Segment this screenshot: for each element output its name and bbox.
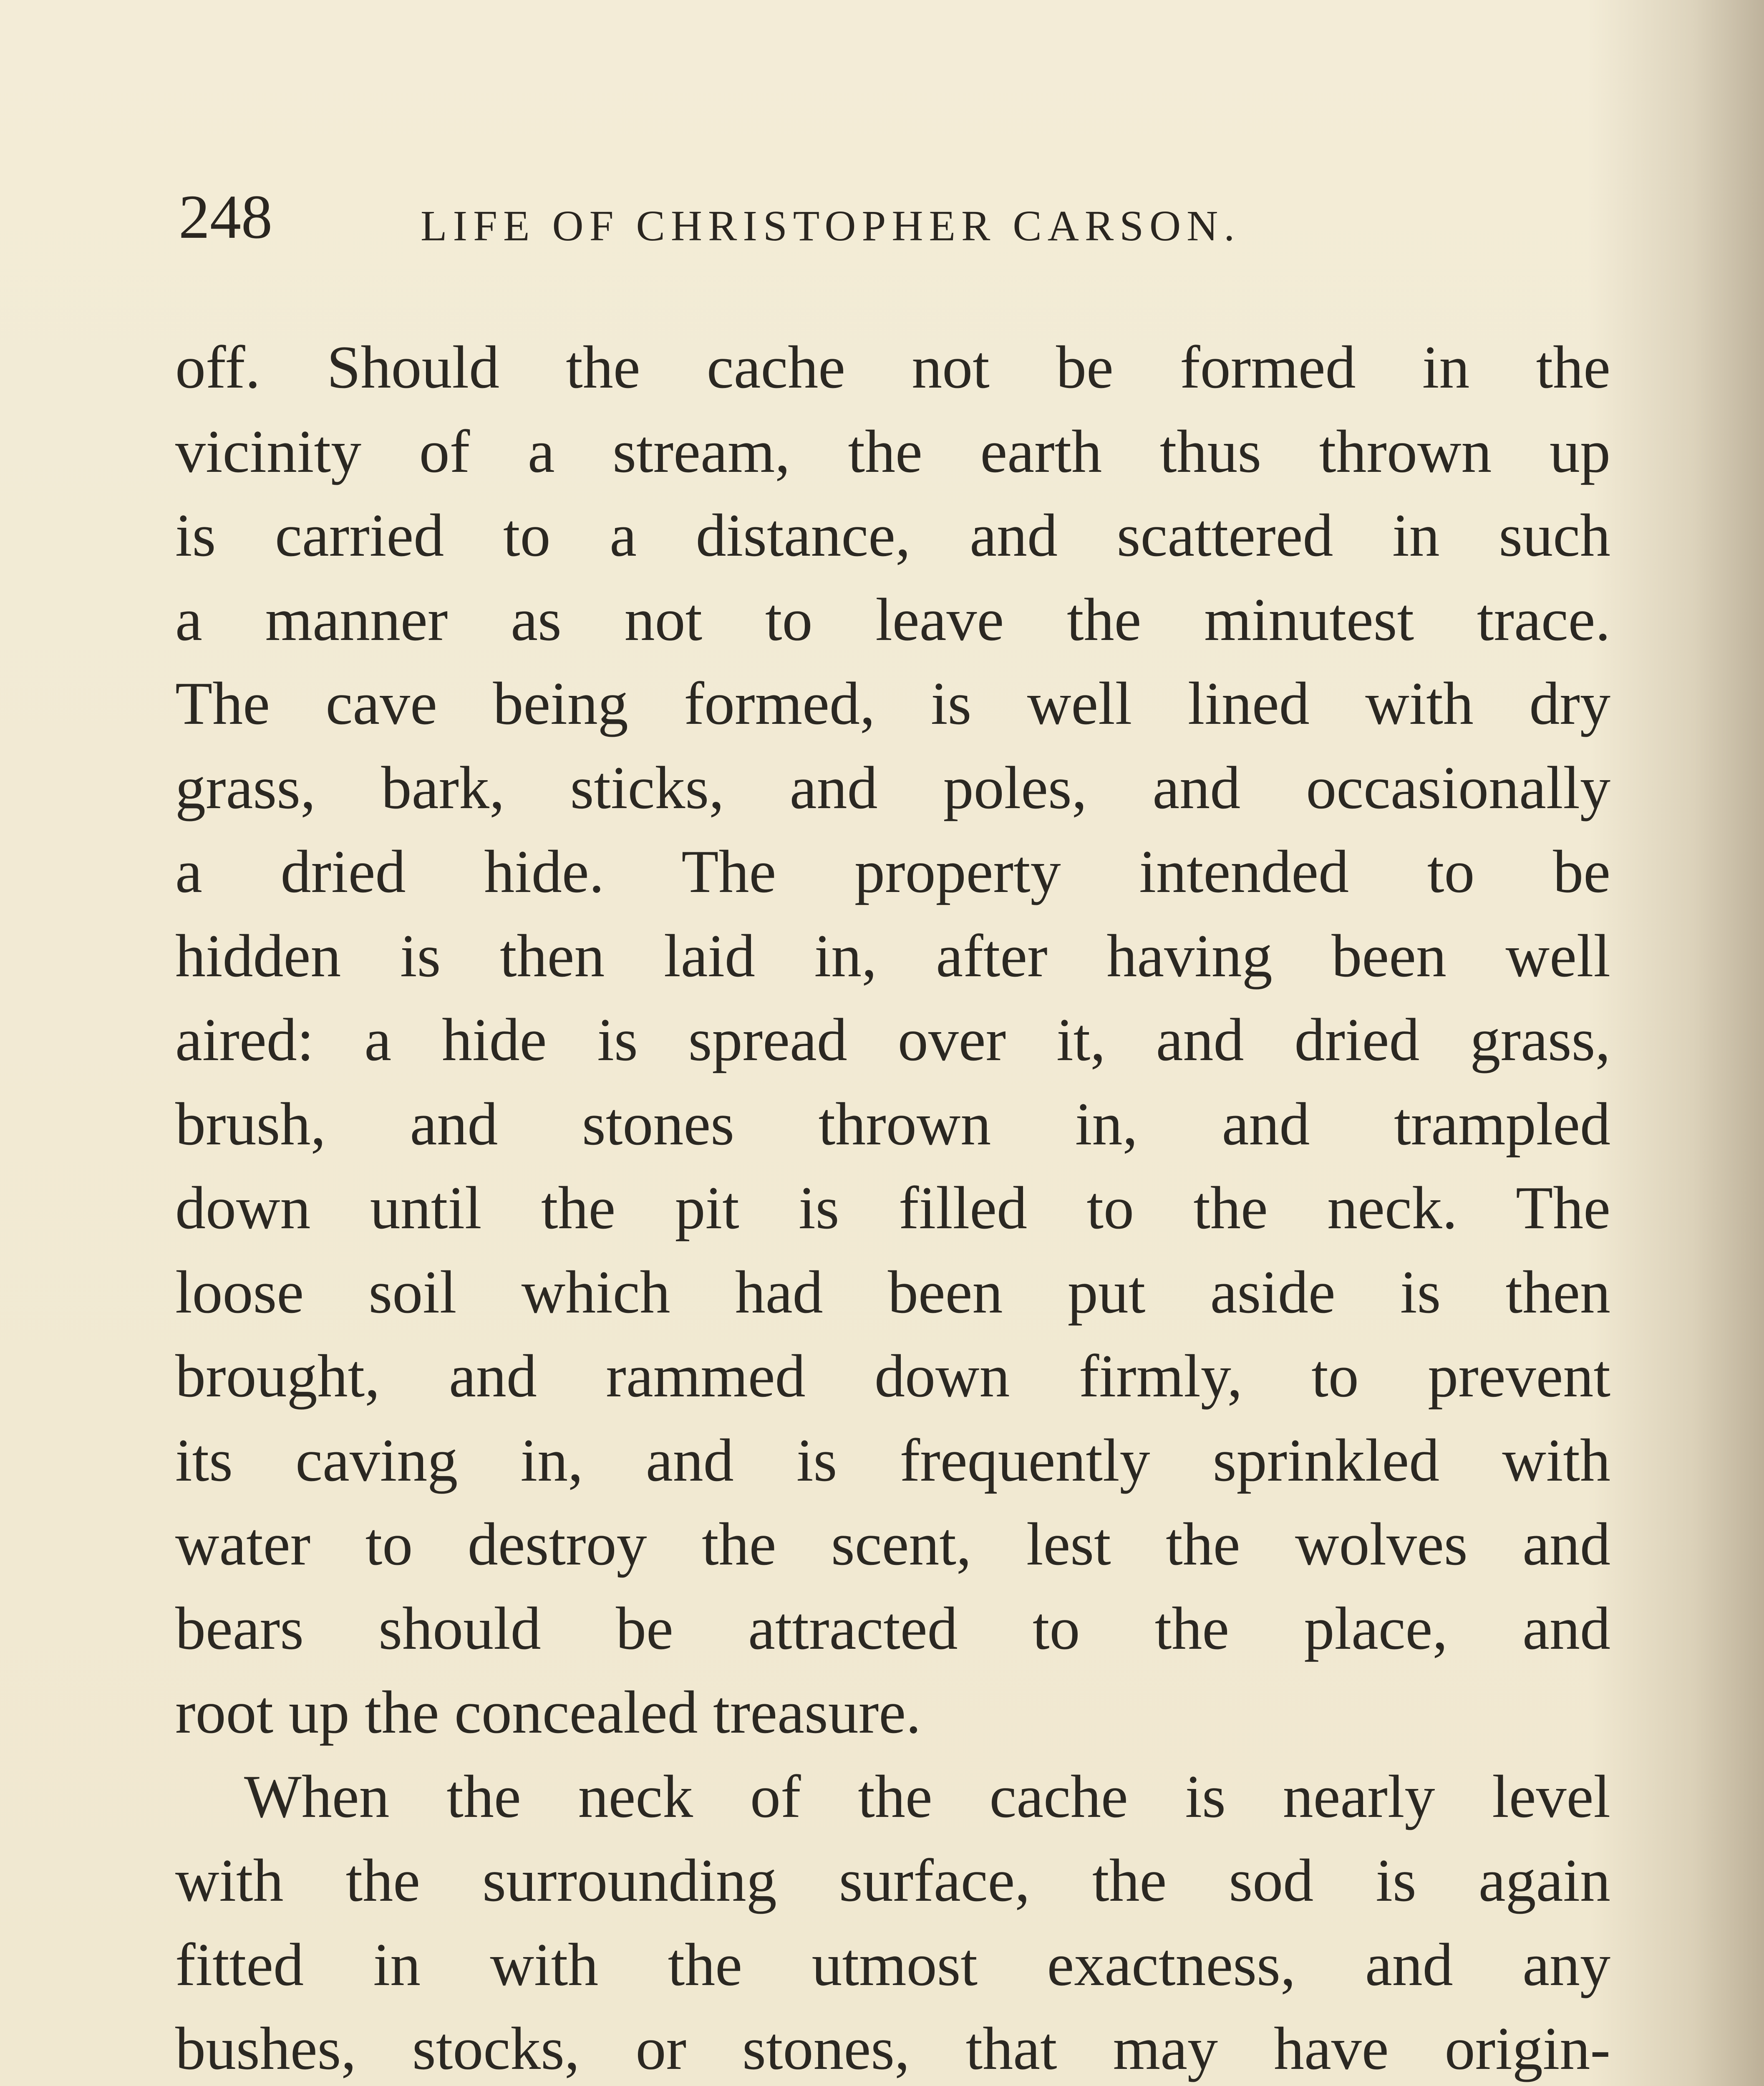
text-line: bears should be attracted to the place, and	[175, 1594, 1610, 1662]
text-line: brought, and rammed down firmly, to prevent	[175, 1342, 1610, 1410]
text-line: When the neck of the cache is nearly level	[244, 1762, 1610, 1830]
body-text	[175, 325, 1610, 2086]
text-line: root up the concealed treasure.	[175, 1678, 921, 1746]
paragraph-2	[175, 1755, 1610, 2086]
text-line: with the surrounding surface, the sod is again	[175, 1847, 1610, 1914]
running-head: LIFE OF CHRISTOPHER CARSON.	[421, 202, 1241, 250]
paragraph-1	[175, 325, 1610, 1755]
text-line: is carried to a distance, and scattered in such	[175, 501, 1610, 569]
page-header	[179, 175, 1639, 259]
text-line: its caving in, and is frequently sprinkled with	[175, 1426, 1610, 1494]
text-line: brush, and stones thrown in, and trampled	[175, 1090, 1610, 1158]
text-line: vicinity of a stream, the earth thus thrown up	[175, 417, 1610, 485]
text-line: bushes, stocks, or stones, that may have origin-	[175, 2015, 1610, 2082]
text-line: hidden is then laid in, after having been well	[175, 922, 1610, 990]
text-line: a manner as not to leave the minutest trace.	[175, 585, 1610, 653]
text-line: grass, bark, sticks, and poles, and occasionally	[175, 753, 1610, 821]
text-line: The cave being formed, is well lined with dry	[175, 670, 1610, 737]
text-line: a dried hide. The property intended to be	[175, 838, 1610, 905]
text-line: water to destroy the scent, lest the wolves and	[175, 1510, 1610, 1578]
text-line: loose soil which had been put aside is then	[175, 1258, 1610, 1326]
text-line: fitted in with the utmost exactness, and any	[175, 1930, 1610, 1998]
text-line: down until the pit is filled to the neck. The	[175, 1174, 1610, 1242]
text-line: off. Should the cache not be formed in the	[175, 333, 1610, 401]
text-line: aired: a hide is spread over it, and dried grass,	[175, 1006, 1610, 1073]
page-number: 248	[179, 182, 272, 252]
